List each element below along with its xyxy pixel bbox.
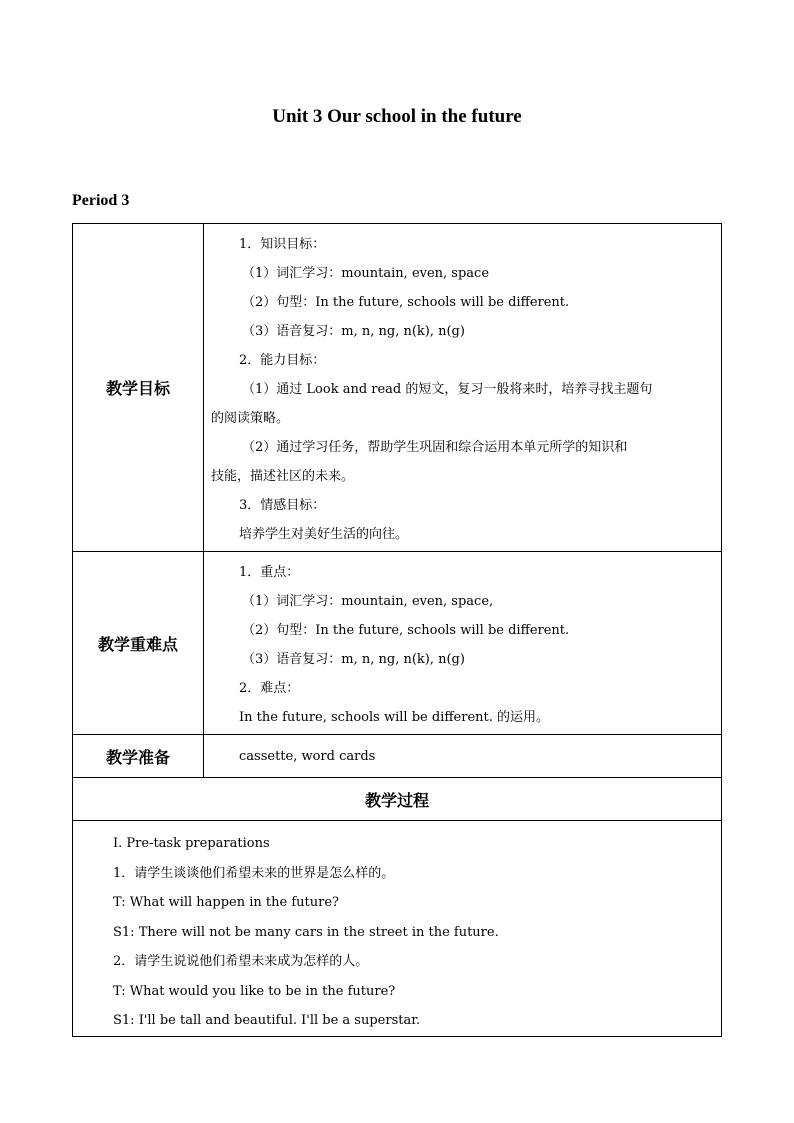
keypoints-line: （1）词汇学习：mountain, even, space, xyxy=(242,594,494,609)
objectives-line: 2．能力目标： xyxy=(239,353,326,368)
document-title: Unit 3 Our school in the future xyxy=(272,106,522,127)
objectives-line: 技能，描述社区的未来。 xyxy=(211,469,355,484)
objectives-line: （3）语音复习：m, n, ng, n(k), n(g) xyxy=(242,324,465,339)
objectives-line: 培养学生对美好生活的向往。 xyxy=(239,527,409,542)
objectives-line: 1．知识目标： xyxy=(239,237,326,252)
process-heading: 教学过程 xyxy=(73,778,722,821)
objectives-line: （2）句型：In the future, schools will be different. xyxy=(242,295,570,310)
objectives-content xyxy=(204,224,722,552)
objectives-row xyxy=(73,224,722,552)
process-line: S1: There will not be many cars in the street in the future. xyxy=(113,924,499,940)
objectives-line: （1）词汇学习：mountain, even, space xyxy=(242,266,490,281)
keypoints-content xyxy=(204,552,722,735)
keypoints-label: 教学重难点 xyxy=(73,552,204,735)
objectives-line: （1）通过 Look and read 的短文，复习一般将来时，培养寻找主题句 xyxy=(242,382,653,397)
keypoints-line: 2．难点： xyxy=(239,681,300,696)
objectives-label: 教学目标 xyxy=(73,224,204,552)
preparation-value: cassette, word cards xyxy=(239,748,376,764)
process-line: 2．请学生说说他们希望未来成为怎样的人。 xyxy=(113,954,369,969)
preparation-row xyxy=(73,735,722,778)
keypoints-row xyxy=(73,552,722,735)
process-content xyxy=(73,821,722,1037)
process-heading-row xyxy=(73,778,722,821)
process-line: T: What would you like to be in the future? xyxy=(113,983,396,999)
preparation-content xyxy=(204,735,722,778)
objectives-line: 的阅读策略。 xyxy=(211,411,290,426)
objectives-line: （2）通过学习任务，帮助学生巩固和综合运用本单元所学的知识和 xyxy=(242,440,628,455)
process-line: 1．请学生谈谈他们希望未来的世界是怎么样的。 xyxy=(113,865,395,881)
process-line: I. Pre-task preparations xyxy=(113,836,270,851)
lesson-plan-table xyxy=(72,223,722,1037)
keypoints-line: （2）句型：In the future, schools will be different. xyxy=(242,623,570,638)
process-line: S1: I'll be tall and beautiful. I'll be a superstar. xyxy=(113,1013,421,1028)
process-row xyxy=(73,821,722,1037)
objectives-line: 3．情感目标： xyxy=(239,498,326,513)
keypoints-line: （3）语音复习：m, n, ng, n(k), n(g) xyxy=(242,652,465,667)
process-line: T: What will happen in the future? xyxy=(113,895,340,910)
keypoints-line: 1．重点： xyxy=(239,565,300,580)
keypoints-line: In the future, schools will be different. 的运用。 xyxy=(239,710,550,725)
period-label: Period 3 xyxy=(72,192,130,209)
preparation-label: 教学准备 xyxy=(73,735,204,778)
